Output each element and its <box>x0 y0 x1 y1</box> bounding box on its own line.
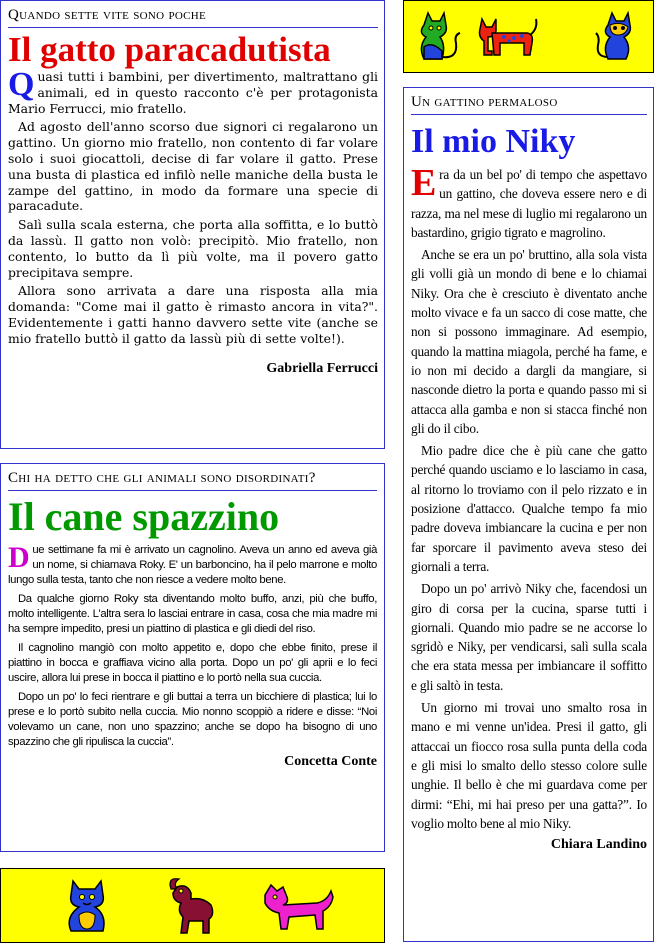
article-paragraph: Dopo un po' lo feci rientrare e gli buttai a terra un bicchiere di plastica; lui lo prese e lo portò subito nella cuccia. Mio nonno scoppiò a ridere e disse: “Noi volevamo un cane, non uno spazzino; anche se dopo ha bisogno di uno spazzino che gli ripulisca la cuccia”. <box>8 691 377 748</box>
article-gatto-paracadutista <box>0 0 385 449</box>
article-paragraph <box>8 66 378 116</box>
article-paragraph: Allora sono arrivata a dare una risposta alla mia domanda: "Come mai il gatto è rimasto ancora in vita?". Evidentemente i gatti hanno davvero sette vite (anche se mio fratello buttò il gatto da lassù più di sette volte!). <box>8 283 378 346</box>
article-paragraph: Il cagnolino mangiò con molto appetito e, dopo che ebbe finito, prese il piattino in bocca e graffiava vicino alla porta. Dopo un po' gli aprii e lo feci uscire, allora lui prese in bocca il piattino e lo portò nella sua cuccia. <box>8 642 377 684</box>
blue-yellow-cat-icon <box>594 7 646 67</box>
blue-dog-icon <box>59 875 117 937</box>
article-signature: Concetta Conte <box>284 754 377 769</box>
article-paragraph: Ad agosto dell'anno scorso due signori ci regalarono un gattino. Un giorno mio fratello, non contento di far volare solo i suoi giocattoli, decise di far volare il gatto. Prese una busta di plastica ed infilò nelle maniche della busta le zampe del gattino, in modo da formare una specie di paracadute. <box>8 119 378 214</box>
article-paragraph: Mio padre dice che è più cane che gatto perché quando usciamo e lo lasciamo in casa, al ritorno lo troviamo con il pelo rizzato e in posizione d'attacco. Qualche tempo fa mio padre doveva imbiancare la cucina e per non far sporcare il pavimento aveva steso dei giornali a terra. <box>411 443 647 574</box>
green-blue-cat-icon <box>412 7 464 67</box>
article-paragraph: Anche se era un po' bruttino, alla sola vista gli volli già un mondo di bene e lo chiamai Niky. Ora che è cresciuto è diventato anche molto vivace e fa un sacco di cose matte, che non si possono immaginare. Ad esempio, quando la mattina miagola, perché ha fame, e io non mi decido a dargli da mangiare, si nasconde dietro la porta e quando passo mi si attacca alla gamba e non si stacca finché non gli do il cibo. <box>411 247 647 436</box>
article-paragraph <box>411 162 647 242</box>
article-title: Il cane spazzino <box>8 494 280 539</box>
drop-cap: Q <box>8 66 35 103</box>
article-paragraph: Dopo un po' arrivò Niky che, facendosi un giro di corsa per la cucina, sparse tutti i giornali. Quando mio padre se ne accorse lo sgridò e Niky, per vendicarsi, salì sulla scala che era stata messa per imbiancare il soffitto e gli saltò in testa. <box>411 581 647 693</box>
article-paragraph <box>8 543 377 588</box>
magenta-dog-icon <box>261 879 337 935</box>
article-paragraph: Un giorno mi trovai uno smalto rosa in mano e mi venne un'idea. Presi il gatto, gli attaccai un fiocco rosa sulla punta della coda e gli misi lo smalto dello stesso colore sulle unghie. Il bello è che mi guardava come per dirmi: “Ehi, mi hai preso per una gatta?”. Io voglio molto bene al mio Niky. <box>411 700 647 831</box>
cats-illustration-panel <box>403 0 654 73</box>
article-title: Il mio Niky <box>411 123 576 160</box>
article-paragraph: Salì sulla scala esterna, che porta alla soffitta, e lo buttò da lassù. Il gatto non volò: precipitò. Mio fratello, non contento, lo butto da lì più volte, ma il povero gatto precipitava sempre. <box>8 217 378 280</box>
animals-illustration-panel <box>0 868 385 943</box>
article-body <box>8 543 377 750</box>
article-body <box>411 162 647 833</box>
article-signature: Chiara Landino <box>550 837 647 853</box>
paragraph-text: uasi tutti i bambini, per divertimento, maltrattano gli animali, ed in questo racconto c'è per protagonista Mario Ferrucci, mio fratello. <box>8 69 378 116</box>
article-signature: Gabriella Ferrucci <box>266 360 378 376</box>
article-title: Il gatto paracadutista <box>8 30 331 69</box>
maroon-goat-icon <box>163 875 219 937</box>
red-spotted-cat-icon <box>474 15 540 61</box>
article-cane-spazzino <box>0 463 385 852</box>
paragraph-text: ra da un bel po' di tempo che aspettavo un gattino, che doveva essere nero e di razza, ma nel mese di luglio mi regalarono un bastardino, grigio tigrato e magrolino. <box>411 167 647 240</box>
article-kicker: Quando sette vite sono poche <box>8 7 378 28</box>
article-body <box>8 66 378 347</box>
drop-cap: D <box>8 541 30 574</box>
article-mio-niky <box>403 87 654 942</box>
paragraph-text: ue settimane fa mi è arrivato un cagnolino. Aveva un anno ed aveva già un nome, si chiamava Roky. E' un barboncino, ha il pelo marrone e molto lungo sulla testa, tanto che non riesce a vedere molto bene. <box>8 544 377 586</box>
drop-cap: E <box>411 162 437 204</box>
article-kicker: Un gattino permaloso <box>411 94 647 115</box>
article-kicker: Chi ha detto che gli animali sono disordinati? <box>8 470 377 491</box>
article-paragraph: Da qualche giorno Roky sta diventando molto buffo, anzi, più che buffo, molto intelligente. L'altra sera lo lasciai entrare in casa, cosa che mia madre mi ha sempre impedito, presi un piattino di plastica e gli diedi del riso. <box>8 593 377 635</box>
